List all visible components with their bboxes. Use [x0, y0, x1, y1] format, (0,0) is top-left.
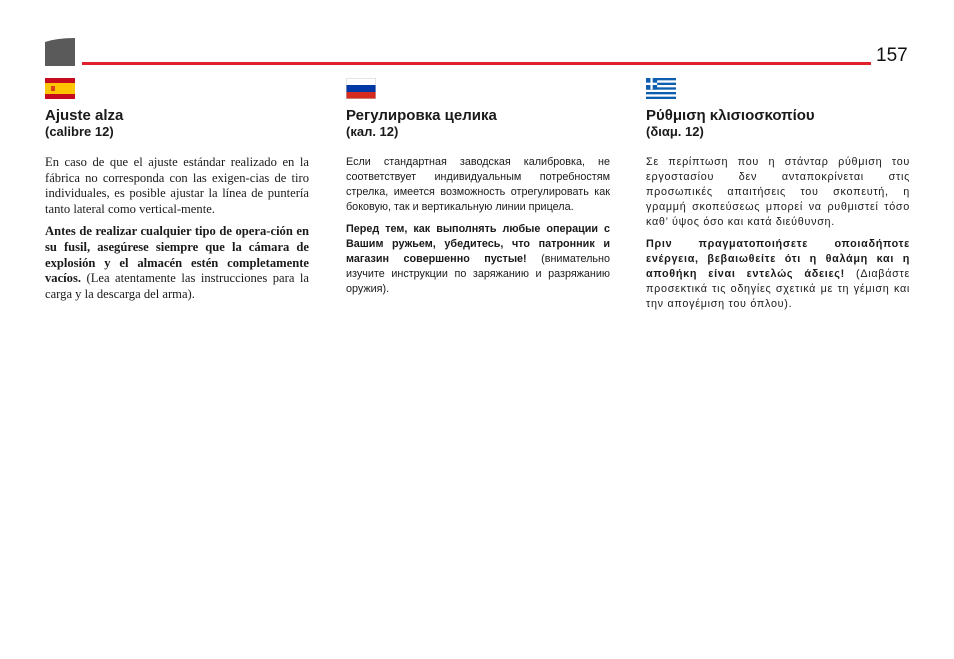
section-title: Ajuste alza [45, 107, 124, 124]
greece-flag-icon [646, 78, 676, 99]
paragraph-intro: Σε περίπτωση που η στάνταρ ρύθμιση του εργοστασίου δεν ανταποκρίνεται στις προσωπικές απαιτήσεις του σκοπευτή, η γραμμή σκοπεύσεως μπορεί να ρυθμιστεί τόσο καθ’ ύψος όσο και κατά διεύθυνση. [646, 156, 910, 228]
section-subtitle: (calibre 12) [45, 124, 114, 139]
section-subtitle: (кал. 12) [346, 124, 399, 139]
column-spanish [45, 78, 309, 309]
section-subtitle: (διαμ. 12) [646, 124, 704, 139]
russia-flag-icon [346, 78, 376, 99]
section-title: Ρύθμιση κλισιοσκοπίου [646, 107, 815, 124]
warning-bold-text: Πριν πραγματοποιήσετε οποιαδήποτε ενέργεια, βεβαιωθείτε ότι η θαλάμη και η αποθήκη είναι εντελώς άδειες! [646, 238, 910, 280]
column-russian [346, 78, 610, 304]
section-title: Регулировка целика [346, 107, 497, 124]
page-corner-mark [45, 38, 75, 66]
paragraph-intro: En caso de que el ajuste estándar realizado en la fábrica no corresponda con las exigen-cias de tiro individuales, es posible ajustar la línea de puntería tanto lateral como vertical-mente. [45, 155, 309, 216]
warning-note-text: (Διαβάστε προσεκτικά τις οδηγίες σχετικά με τη γέμιση και την απογέμιση του όπλου). [646, 268, 910, 310]
paragraph-warning [346, 222, 610, 297]
page-number: 157 [876, 45, 908, 66]
column-greek [646, 78, 910, 319]
warning-bold-text: Antes de realizar cualquier tipo de opera-ción en su fusil, asegúrese siempre que la cámara de explosión y el almacén estén completamente vacíos. [45, 224, 309, 286]
paragraph-warning [646, 237, 910, 312]
spain-flag-icon [45, 78, 75, 99]
warning-note-text: (внимательно изучите инструкции по заряжанию и разряжанию оружия). [346, 253, 610, 295]
header-rule [82, 62, 871, 65]
warning-bold-text: Перед тем, как выполнять любые операции с Вашим ружьем, убедитесь, что патронник и магазин совершенно пустые! [346, 223, 610, 265]
paragraph-warning [45, 224, 309, 302]
warning-note-text: (Lea atentamente las instrucciones para la carga y la descarga del arma). [45, 271, 309, 301]
paragraph-intro: Если стандартная заводская калибровка, не соответствует индивидуальным потребностям стрелка, имеется возможность отрегулировать как боковую, так и вертикальную линии прицела. [346, 156, 610, 213]
